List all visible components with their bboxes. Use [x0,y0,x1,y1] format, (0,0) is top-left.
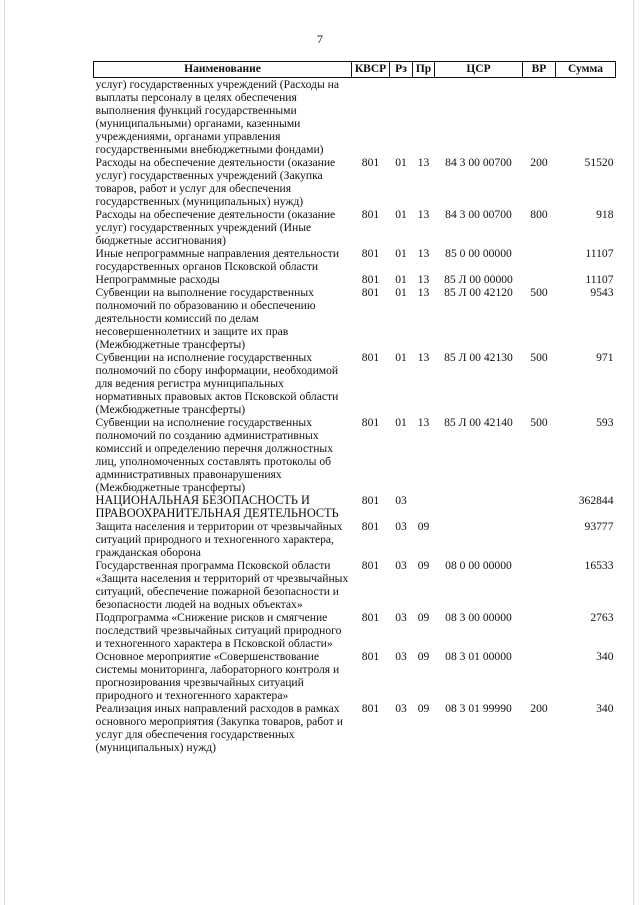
cell-name: Государственная программа Псковской области «Защита населения и территорий от чрезвычайных ситуаций, обеспечение пожарной безопасности и безопасности людей на водных объектах» [95,559,349,611]
cell-csr: 08 3 01 00000 [445,650,512,663]
cell-vr [523,247,556,273]
cell-name: Подпрограмма «Снижение рисков и смягчение последствий чрезвычайных ситуаций природного и техногенного характера в Псковской области» [95,611,342,650]
table-body [94,78,616,755]
cell-name: Непрограммные расходы [95,273,220,286]
header-csr: ЦСР [435,62,523,78]
cell-csr: 85 0 00 00000 [445,247,512,260]
header-pr: Пр [413,62,435,78]
cell-csr [435,494,523,520]
cell-csr: 08 3 01 99990 [445,702,512,715]
table-row [94,78,616,157]
cell-rz: 01 [395,351,407,364]
table-row [94,650,616,702]
cell-kvsr: 801 [361,208,380,221]
cell-sum: 340 [596,702,614,715]
cell-vr [523,78,556,157]
cell-vr: 800 [530,208,548,221]
cell-name: НАЦИОНАЛЬНАЯ БЕЗОПАСНОСТЬ И ПРАВООХРАНИТЕЛЬНАЯ ДЕЯТЕЛЬНОСТЬ [95,493,339,520]
cell-pr: 13 [417,208,430,221]
scan-edge-left [4,0,5,905]
header-kvsr: КВСР [352,62,390,78]
header-row [94,62,616,78]
table-row [94,520,616,559]
header-rz: Рз [390,62,413,78]
cell-vr [523,611,556,650]
cell-sum: 593 [596,416,614,429]
cell-pr: 13 [417,416,430,429]
cell-sum: 918 [596,208,614,221]
cell-kvsr: 801 [361,611,380,624]
cell-vr [523,559,556,611]
table-row [94,286,616,351]
cell-pr: 09 [417,559,430,572]
cell-csr: 84 3 00 00700 [445,156,512,169]
cell-name: Основное мероприятие «Совершенствование системы мониторинга, лабораторного контроля и прогнозирования чрезвычайных ситуаций природного и техногенного характера» [95,650,340,702]
table-row [94,416,616,494]
cell-csr: 08 3 00 00000 [445,611,512,624]
cell-name: услуг) государственных учреждений (Расходы на выплаты персоналу в целях обеспечения выполнения функций государственными (муниципальными) органами, казенными учреждениями, органами управления государственными внебюджетными фондами) [95,78,339,156]
cell-pr: 09 [417,611,430,624]
cell-name: Иные непрограммные направления деятельности государственных органов Псковской области [95,247,340,273]
cell-sum: 340 [596,650,614,663]
scan-edge-right [633,0,634,905]
cell-kvsr: 801 [361,650,380,663]
cell-rz: 01 [395,156,407,169]
cell-csr: 84 3 00 00700 [445,208,512,221]
cell-sum: 2763 [590,611,614,624]
cell-vr: 500 [530,286,548,299]
table-row [94,351,616,416]
cell-csr: 85 Л 00 00000 [444,273,513,286]
cell-rz: 03 [395,650,407,663]
cell-pr [413,494,435,520]
cell-kvsr: 801 [361,494,380,507]
cell-kvsr [352,78,390,157]
cell-sum: 93777 [584,520,614,533]
cell-kvsr: 801 [361,273,380,286]
table-row [94,702,616,754]
table-header [94,62,616,78]
cell-rz: 01 [395,247,407,260]
cell-rz: 03 [395,611,407,624]
cell-vr: 200 [530,702,548,715]
cell-name: Реализация иных направлений расходов в рамках основного мероприятия (Закупка товаров, работ и услуг для обеспечения государственных (муниципальных) нужд) [95,702,343,754]
cell-sum [556,78,616,157]
table-row [94,247,616,273]
cell-pr: 09 [417,520,430,533]
page-number: 7 [317,32,323,46]
cell-pr [413,78,435,157]
table-row [94,559,616,611]
table-row [94,208,616,247]
cell-kvsr: 801 [361,702,380,715]
cell-rz: 01 [395,286,407,299]
header-vr: ВР [523,62,556,78]
cell-rz: 01 [395,416,407,429]
cell-name: Расходы на обеспечение деятельности (оказание услуг) государственных учреждений (Иные бюджетные ассигнования) [95,208,336,247]
cell-name: Субвенции на выполнение государственных полномочий по образованию и обеспечению деятельности комиссий по делам несовершеннолетних и защите их прав (Межбюджетные трансферты) [95,286,316,351]
cell-pr: 13 [417,351,430,364]
cell-vr: 500 [530,416,548,429]
cell-csr: 08 0 00 00000 [445,559,512,572]
cell-name: Субвенции на исполнение государственных полномочий по сбору информации, необходимой для ведения регистра муниципальных нормативных правовых актов Псковской области (Межбюджетные трансферты) [95,351,339,416]
cell-csr [435,520,523,559]
cell-csr: 85 Л 00 42120 [444,286,513,299]
cell-csr: 85 Л 00 42140 [444,416,513,429]
cell-pr: 09 [417,702,430,715]
cell-sum: 362844 [578,494,614,507]
cell-rz: 03 [395,702,407,715]
cell-kvsr: 801 [361,520,380,533]
cell-vr [523,520,556,559]
cell-kvsr: 801 [361,351,380,364]
cell-name: Расходы на обеспечение деятельности (оказание услуг) государственных учреждений (Закупка товаров, работ и услуг для обеспечения государственных (муниципальных) нужд) [95,156,336,208]
cell-vr: 500 [530,351,548,364]
cell-csr [435,78,523,157]
cell-rz: 01 [395,208,407,221]
cell-pr: 13 [417,273,430,286]
table-row [94,494,616,520]
header-name: Наименование [94,62,352,78]
cell-pr: 13 [417,156,430,169]
cell-kvsr: 801 [361,247,380,260]
table-row [94,611,616,650]
cell-vr [523,494,556,520]
cell-sum: 11107 [585,273,614,286]
cell-pr: 13 [417,286,430,299]
cell-kvsr: 801 [361,559,380,572]
cell-rz: 01 [395,273,407,286]
cell-vr [523,273,556,286]
cell-name: Защита населения и территории от чрезвычайных ситуаций природного и техногенного характера, гражданская оборона [95,520,343,559]
cell-kvsr: 801 [361,416,380,429]
header-sum: Сумма [556,62,616,78]
cell-sum: 51520 [584,156,614,169]
table-row [94,273,616,286]
cell-sum: 971 [596,351,614,364]
cell-sum: 11107 [585,247,614,260]
cell-rz: 03 [395,559,407,572]
cell-pr: 09 [417,650,430,663]
cell-csr: 85 Л 00 42130 [444,351,513,364]
cell-pr: 13 [417,247,430,260]
table-row [94,156,616,208]
budget-table [93,61,616,754]
cell-sum: 9543 [590,286,614,299]
cell-rz [390,78,413,157]
cell-name: Субвенции на исполнение государственных полномочий по созданию административных комиссий и определению перечня должностных лиц, уполномоченных составлять протоколы об административных правонарушениях (Межбюджетные трансферты) [95,416,334,494]
cell-rz: 03 [395,520,407,533]
cell-kvsr: 801 [361,286,380,299]
cell-rz: 03 [395,494,407,507]
cell-sum: 16533 [584,559,614,572]
cell-vr: 200 [530,156,548,169]
cell-vr [523,650,556,702]
cell-kvsr: 801 [361,156,380,169]
